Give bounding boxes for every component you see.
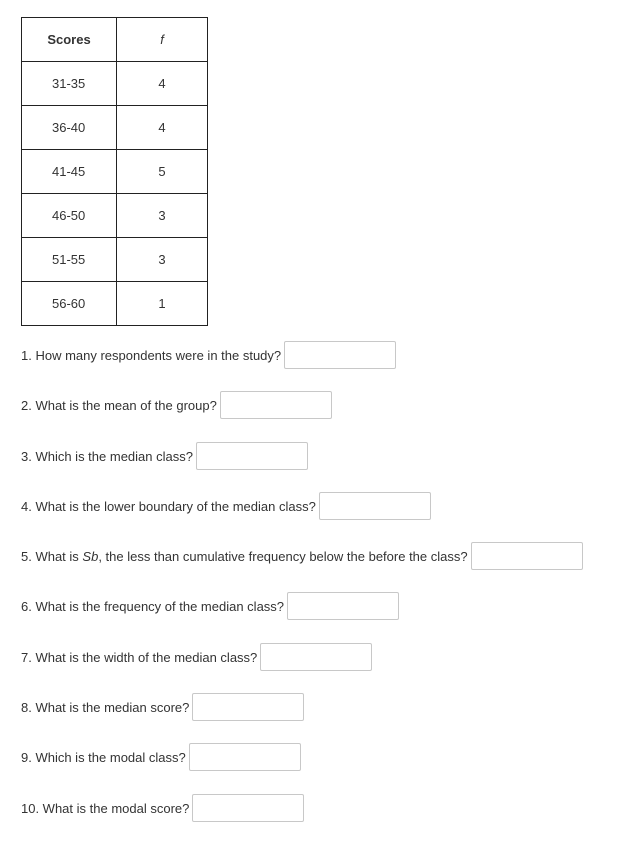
frequency-cell: 4	[117, 106, 208, 150]
question-9-label: 9. Which is the modal class?	[21, 749, 186, 765]
question-8	[21, 693, 304, 721]
question-5	[21, 542, 583, 570]
table-row	[22, 62, 208, 106]
question-5-label-var: Sb	[82, 548, 99, 564]
frequency-cell: 5	[117, 150, 208, 194]
scores-cell: 56-60	[22, 282, 117, 326]
question-5-label-post: , the less than cumulative frequency below the before the class?	[98, 548, 468, 564]
table-row	[22, 106, 208, 150]
question-4	[21, 492, 431, 520]
frequency-cell: 4	[117, 62, 208, 106]
table-row	[22, 150, 208, 194]
frequency-cell: 3	[117, 238, 208, 282]
question-7-label: 7. What is the width of the median class?	[21, 649, 258, 665]
question-10	[21, 794, 304, 822]
answer-input-8[interactable]	[192, 693, 304, 721]
answer-input-9[interactable]	[189, 743, 301, 771]
question-1-label: 1. How many respondents were in the study?	[21, 347, 282, 363]
question-7	[21, 643, 372, 671]
question-4-label: 4. What is the lower boundary of the median class?	[21, 498, 316, 514]
answer-input-1[interactable]	[284, 341, 396, 369]
table-row	[22, 238, 208, 282]
table-row	[22, 194, 208, 238]
question-2-label: 2. What is the mean of the group?	[21, 397, 217, 413]
question-9	[21, 743, 301, 771]
frequency-table	[21, 17, 208, 326]
answer-input-10[interactable]	[192, 794, 304, 822]
answer-input-2[interactable]	[220, 391, 332, 419]
header-scores: Scores	[22, 18, 117, 62]
question-2	[21, 391, 332, 419]
answer-input-3[interactable]	[196, 442, 308, 470]
question-5-label	[21, 549, 468, 564]
answer-input-4[interactable]	[319, 492, 431, 520]
answer-input-6[interactable]	[287, 592, 399, 620]
header-frequency: f	[117, 18, 208, 62]
scores-cell: 41-45	[22, 150, 117, 194]
table-header-row	[22, 18, 208, 62]
scores-cell: 31-35	[22, 62, 117, 106]
question-5-label-pre: 5. What is	[21, 548, 83, 564]
frequency-cell: 1	[117, 282, 208, 326]
question-1	[21, 341, 396, 369]
answer-input-7[interactable]	[260, 643, 372, 671]
question-8-label: 8. What is the median score?	[21, 699, 190, 715]
question-6	[21, 592, 399, 620]
question-3	[21, 442, 308, 470]
scores-cell: 51-55	[22, 238, 117, 282]
frequency-cell: 3	[117, 194, 208, 238]
answer-input-5[interactable]	[471, 542, 583, 570]
question-6-label: 6. What is the frequency of the median class?	[21, 598, 285, 614]
scores-cell: 36-40	[22, 106, 117, 150]
scores-cell: 46-50	[22, 194, 117, 238]
question-10-label: 10. What is the modal score?	[21, 800, 190, 816]
table-row	[22, 282, 208, 326]
question-3-label: 3. Which is the median class?	[21, 448, 193, 464]
